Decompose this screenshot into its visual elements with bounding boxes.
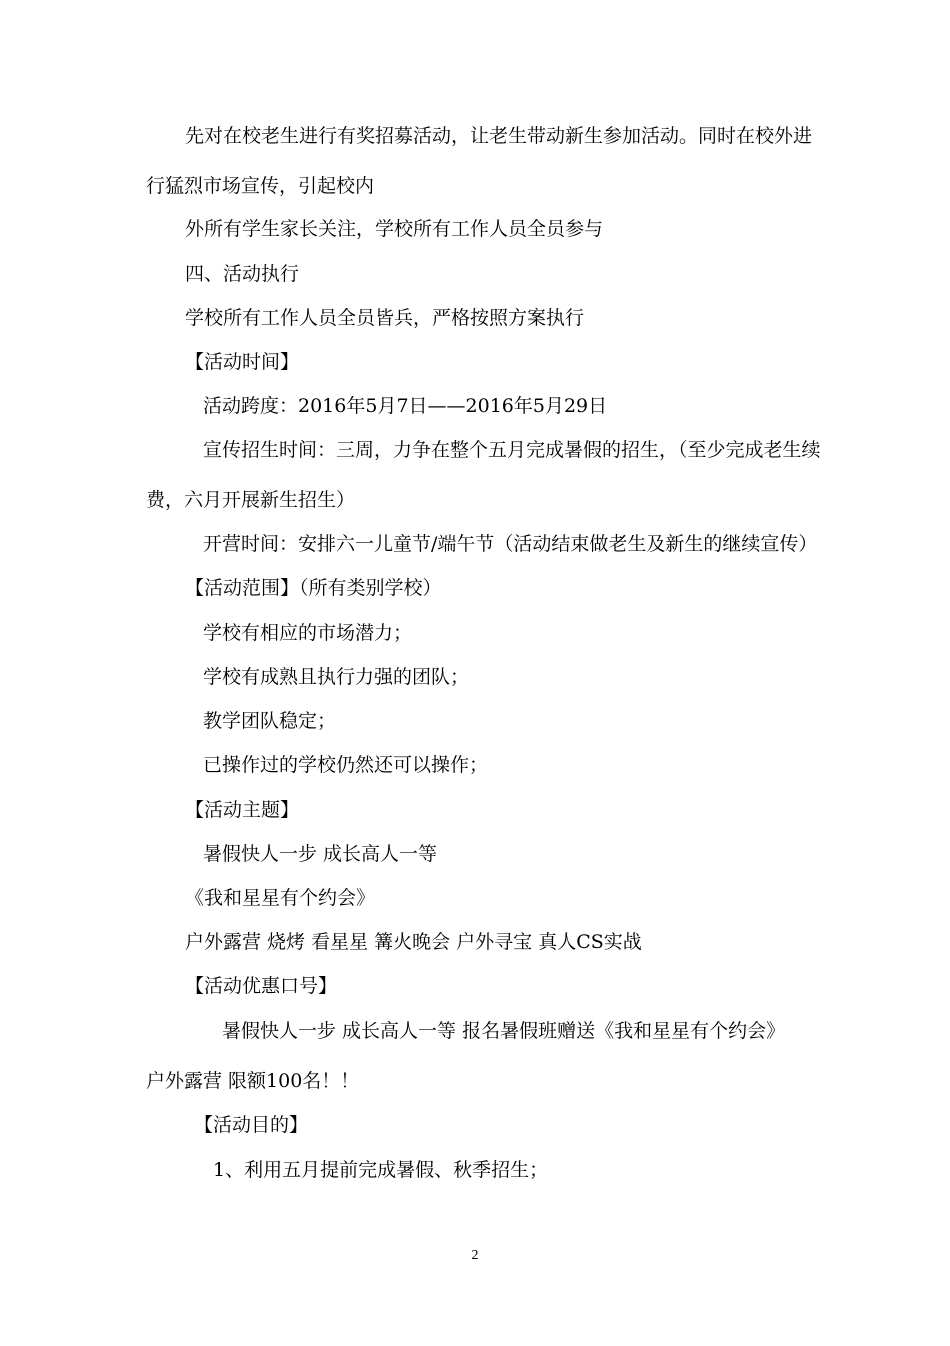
paragraph-line: 已操作过的学校仍然还可以操作；: [203, 754, 489, 776]
subheading-activity-purpose: 【活动目的】: [194, 1114, 309, 1136]
subheading-activity-theme: 【活动主题】: [185, 799, 300, 821]
paragraph-line: 费，六月开展新生招生）: [146, 489, 356, 511]
subheading-activity-time: 【活动时间】: [185, 351, 300, 373]
subheading-activity-scope: 【活动范围】（所有类别学校）: [185, 577, 442, 599]
paragraph-line: 户外露营 烧烤 看星星 篝火晚会 户外寻宝 真人CS实战: [185, 931, 642, 953]
paragraph-line: 宣传招生时间：三周，力争在整个五月完成暑假的招生，（至少完成老生续: [203, 439, 821, 461]
paragraph-line: 学校所有工作人员全员皆兵，严格按照方案执行: [185, 307, 585, 329]
paragraph-line: 开营时间：安排六一儿童节/端午节（活动结束做老生及新生的继续宣传）: [203, 533, 818, 555]
paragraph-line: 外所有学生家长关注，学校所有工作人员全员参与: [185, 218, 604, 240]
paragraph-line: 学校有相应的市场潜力；: [203, 622, 413, 644]
page-number: 2: [471, 1248, 479, 1263]
paragraph-line: 1、利用五月提前完成暑假、秋季招生；: [213, 1159, 549, 1181]
paragraph-line: 活动跨度：2016年5月7日——2016年5月29日: [203, 395, 608, 417]
subheading-activity-slogan: 【活动优惠口号】: [185, 975, 338, 997]
paragraph-line: 先对在校老生进行有奖招募活动，让老生带动新生参加活动。同时在校外进: [185, 125, 813, 147]
paragraph-line: 暑假快人一步 成长高人一等: [203, 843, 438, 865]
paragraph-line: 行猛烈市场宣传，引起校内: [146, 175, 375, 197]
paragraph-line: 《我和星星有个约会》: [185, 887, 376, 909]
paragraph-line: 户外露营 限额100名！！: [146, 1070, 360, 1092]
paragraph-line: 学校有成熟且执行力强的团队；: [203, 666, 470, 688]
paragraph-line: 教学团队稳定；: [203, 710, 337, 732]
section-heading: 四、活动执行: [185, 263, 300, 285]
paragraph-line: 暑假快人一步 成长高人一等 报名暑假班赠送《我和星星有个约会》: [222, 1020, 786, 1042]
